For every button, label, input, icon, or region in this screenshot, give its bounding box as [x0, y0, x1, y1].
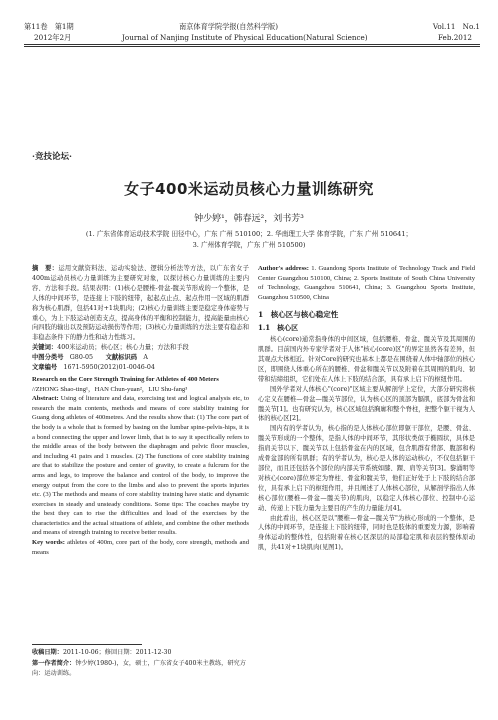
- received-label: 收稿日期：: [32, 649, 63, 656]
- received-date: 2011-10-06；修回日期：2011-12-30: [62, 649, 172, 656]
- keywords-en-label: Key words:: [32, 539, 65, 547]
- heading-1: 1 核心区与核心稳定性: [258, 310, 339, 320]
- abstract-cn-label: 摘 要：: [32, 265, 59, 272]
- title-en: Research on the Core Strength Training for Athletes of 400 Meters: [32, 375, 219, 383]
- author-address-label: Author's address:: [258, 265, 309, 272]
- body-paragraph-3: 国内有的学者认为，核心指的是人体核心部位即躯干部位，是腰、骨盆、髋关节形成的一个整体，是指人体的中间环节，其形状类似于椭圆状，具体是指肩关节以下、髋关节以上包括骨盆在内的区域，包含肌群有背部、腹部和构成骨盆部的所有肌群；有的学者认为，核心是人体的运动核心，不仅包括躯干部位，而且还包括各个部位的内部关节系统如膝、踝、肩等关节[3]。黎涌明等对核心(core)部位界定为脊柱、骨盆和髋关节，他们正好处于上下肢的结合部位，具有承上启下的枢纽作用，并且阐述了人体核心部位，从解剖学指出人体核心部位(腰椎—骨盆—髋关节)的肌肉，以稳定人体核心部位、控制中心运动、传递上下肢力量为主要目的产生的力量能力[4]。: [258, 425, 475, 512]
- journal-name-cn: 南京体育学院学报(自然科学版): [179, 22, 279, 31]
- abstract-en: [32, 394, 249, 538]
- doc-code: A: [143, 354, 148, 362]
- authors: 钟少婷¹，韩春远²，刘书芳³: [194, 214, 304, 224]
- author-address-text: 1. Guandong Sports Institute of Technology Track and Field Center Guangzhou 510100, China; 2. Sports Institute of South China University of Technology, Guangzhou 510641, China; 3. Guangzhou Sports Institute, Guangzhou 510500, China: [258, 265, 475, 301]
- affiliation-line-2: 3. 广州体育学院，广东 广州 510500): [192, 241, 306, 249]
- abstract-cn-text: 运用文献资料法、运动实验法、逻辑分析法等方法，以广东省女子400m运动员核心力量训练为主要研究对象，以探讨核心力量训练的主要内容、方法和手段。结果表明：(1)核心是腰椎-骨盆-髋关节形成的一个整体，是人体的中间环节，是连接上下肢的纽带，起起点止点、起点作用一区域的肌群称为核心肌群，包括41对+1块肌肉；(2)核心力量训练主要是稳定身体姿势与重心，为上下肢运动创造支点，提高身体的平衡和控制能力，提高能量由核心向四肢的输出以及预防运动损伤等作用；(3)核心力量训练的方法主要有稳态和非稳态条件下的静力性和动力性练习。: [32, 265, 250, 342]
- right-column: [258, 264, 475, 553]
- journal-name-en: Journal of Nanjing Institute of Physical Education(Natural Science): [122, 33, 368, 42]
- clc-label: 中图分类号: [32, 354, 64, 362]
- abstract-cn: [32, 264, 249, 343]
- footnote-author: [32, 659, 257, 678]
- header-rule-2: [24, 46, 480, 47]
- footnote-received: [32, 648, 257, 658]
- section-label: ·竞技论坛·: [32, 152, 72, 162]
- volume-issue-cn: 第11卷 第1期: [24, 22, 74, 31]
- affiliation-line-1: (1. 广东省体育运动技术学院 田径中心，广东 广州 510100；2. 华南理工大学 体育学院，广东 广州 510641；: [85, 230, 413, 238]
- article-title: 女子400米运动员核心力量训练研究: [124, 180, 374, 198]
- clc-code: G80-05: [69, 354, 93, 362]
- abstract-en-label: Abstract:: [32, 395, 59, 403]
- article-number-label: 文章编号: [32, 364, 58, 372]
- classification-line-2: [32, 363, 249, 373]
- header-rule: [24, 44, 480, 45]
- body-paragraph-4: 由此看出，核心区是以"腰椎—骨盆—髋关节"为核心形成的一个整体，是人体的中间环节，是连接上下肢的纽带，同时也是肢体的重要发力源，影响着身体运动的整体性，包括附着在核心区深层的局部稳定肌和表层的整体原动肌，共41对+1块肌肉(见图1)。: [258, 514, 475, 552]
- footnote-rule: [32, 644, 142, 645]
- heading-1-1: 1.1 核心区: [258, 323, 299, 333]
- classification-line-1: [32, 353, 249, 363]
- keywords-cn-label: 关键词：: [32, 344, 58, 352]
- author-bio: 钟少婷(1980-)，女，硕士，广东省女子400米主教练，研究方向：运动训练。: [32, 660, 246, 677]
- doc-code-label: 文献标识码: [105, 354, 138, 362]
- keywords-cn: [32, 343, 249, 353]
- date-en: Feb.2012: [437, 33, 472, 42]
- keywords-en-text: athletes of 400m, core part of the body, core strength, methods and means: [32, 539, 250, 556]
- body-paragraph-2: 国外学者对人体核心"(core)"区域主要从解剖学上定位，大部分研究将核心定义在腰椎—骨盆—髋关节部位，认为核心区的顶部为膈肌，底部为骨盆和髋关节[1]。也有研究认为，核心区域包括胸廓和整个脊柱，把整个躯干视为人体的核心区[2]。: [258, 385, 475, 423]
- article-number: 1671-5950(2012)01-0046-04: [63, 364, 155, 372]
- author-bio-label: 第一作者简介：: [32, 660, 76, 667]
- body-paragraph-1: 核心(core)通常指身体的中间区域，包括腰椎、骨盆、髋关节及其周围的肌群。目前国内外专家学者对于人体"核心(core)区"的界定虽然各有差异，但其观点大体相近。针对Core的研究也基本上都是在围绕着人体中轴部位的核心区，即围绕人体重心所在的腰椎、骨盆和髋关节以及附着在其周围的肌肉、韧带和结缔组织，它们处在人体上下肢的结合部，具有承上启下的枢纽作用。: [258, 336, 475, 383]
- authors-en: //ZHONG Shao-ting¹，HAN Chun-yuan²，LIU Shu-fang³: [32, 385, 188, 393]
- volume-issue-en: Vol.11 No.1: [432, 22, 480, 31]
- keywords-en: [32, 538, 249, 557]
- left-column: [32, 264, 249, 557]
- keywords-cn-text: 400米运动员；核心区；核心力量；方法和手段: [57, 344, 189, 352]
- author-address-en: [258, 264, 475, 302]
- abstract-en-text: Using of literature and data, exercising test and logical analysis etc, to research the main contents, methods and means of core stability training for Guang dong athletes of 400metres. And the results show that: (1) The core part of the body is a whole that is formed by basing on the lumbar spine-pelvis-hips, it is a bond connecting the upper and lower limb, that is to say it specifically refers to the middle areas of the body between the diaphragm and pelvic floor muscles, and including 41 pairs and 1 muscles. (2) The functions of core stability training are that to stabilize the posture and center of gravity, to create a fulcrum for the arms and legs, to improve the balance and control of the body, to improve the energy output from the core to the limbs and also to prevent the sports injuries etc. (3) The methods and means of core stability training have static and dynamic exercises in steady and unsteady conditions. Some tips: The coaches maybe try the best they can to rise the difficulties and load of the exercises by the characteristics and the actual situations of athlete, and combine the other methods and means of strength training to receive better results.: [32, 395, 250, 537]
- date-cn: 2012年2月: [34, 33, 72, 42]
